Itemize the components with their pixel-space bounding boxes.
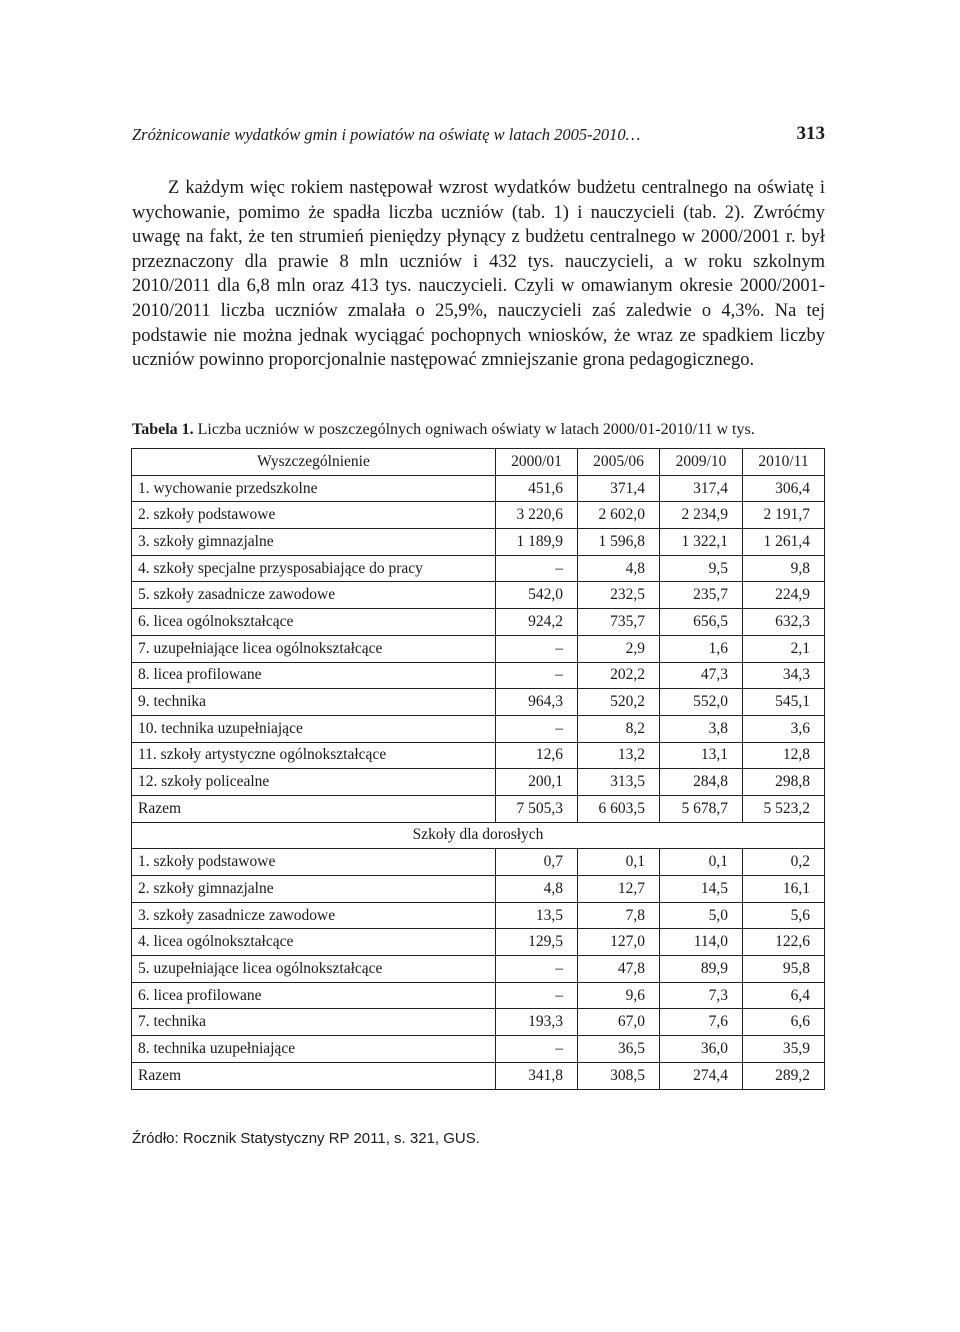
value-cell: 451,6 [496,475,578,502]
table-row [132,742,825,769]
value-cell: 3,6 [743,715,825,742]
value-cell: 5,6 [743,902,825,929]
running-head [132,125,825,151]
value-cell: 2010/11 [743,449,825,476]
table-label: Tabela 1. [132,421,194,438]
value-cell: 0,7 [496,849,578,876]
row-label-cell: 7. uzupełniające licea ogólnokształcące [132,635,496,662]
value-cell: 371,4 [578,475,660,502]
value-cell: 308,5 [578,1062,660,1089]
value-cell: 67,0 [578,1009,660,1036]
table-row [132,1009,825,1036]
value-cell: 35,9 [743,1036,825,1063]
value-cell: 1 189,9 [496,529,578,556]
row-label-cell: Razem [132,1062,496,1089]
value-cell: 306,4 [743,475,825,502]
table-row [132,555,825,582]
table-row [132,902,825,929]
value-cell: 13,2 [578,742,660,769]
table-row [132,769,825,796]
value-cell: 12,8 [743,742,825,769]
value-cell: 4,8 [496,876,578,903]
row-label-cell: 9. technika [132,689,496,716]
value-cell: 5 678,7 [660,795,743,822]
value-cell: 47,3 [660,662,743,689]
table-row [132,1036,825,1063]
value-cell: 542,0 [496,582,578,609]
row-label-cell: 11. szkoły artystyczne ogólnokształcące [132,742,496,769]
value-cell: 545,1 [743,689,825,716]
value-cell: 2,9 [578,635,660,662]
row-label-cell: 1. szkoły podstawowe [132,849,496,876]
table-row [132,849,825,876]
table-row [132,689,825,716]
value-cell: – [496,956,578,983]
value-cell: 12,6 [496,742,578,769]
value-cell: 1 261,4 [743,529,825,556]
table-caption-text: Liczba uczniów w poszczególnych ogniwach oświaty w latach 2000/01-2010/11 w tys. [197,421,755,438]
value-cell: 0,2 [743,849,825,876]
value-cell: 36,5 [578,1036,660,1063]
value-cell: 2 191,7 [743,502,825,529]
value-cell: 0,1 [578,849,660,876]
value-cell: 5,0 [660,902,743,929]
value-cell: 2009/10 [660,449,743,476]
row-label-cell: 12. szkoły policealne [132,769,496,796]
row-label-cell: Wyszczególnienie [132,449,496,476]
page-number: 313 [796,123,825,144]
value-cell: 924,2 [496,609,578,636]
table-row [132,1062,825,1089]
table-header-row [132,449,825,476]
value-cell: 3,8 [660,715,743,742]
table-row [132,609,825,636]
row-label-cell: 10. technika uzupełniające [132,715,496,742]
value-cell: 127,0 [578,929,660,956]
table-row [132,795,825,822]
value-cell: 274,4 [660,1062,743,1089]
value-cell: 1 596,8 [578,529,660,556]
table-row [132,502,825,529]
value-cell: 7,6 [660,1009,743,1036]
row-label-cell: 4. szkoły specjalne przysposabiające do pracy [132,555,496,582]
table-row [132,635,825,662]
value-cell: 2 234,9 [660,502,743,529]
value-cell: 5 523,2 [743,795,825,822]
value-cell: 36,0 [660,1036,743,1063]
value-cell: 114,0 [660,929,743,956]
value-cell: 9,5 [660,555,743,582]
value-cell: 964,3 [496,689,578,716]
value-cell: 193,3 [496,1009,578,1036]
value-cell: 298,8 [743,769,825,796]
value-cell: 1,6 [660,635,743,662]
value-cell: 552,0 [660,689,743,716]
table-row [132,715,825,742]
value-cell: 14,5 [660,876,743,903]
value-cell: 2005/06 [578,449,660,476]
value-cell: – [496,715,578,742]
table-row [132,929,825,956]
source-note: Źródło: Rocznik Statystyczny RP 2011, s. 321, GUS. [132,1130,480,1147]
table-row [132,582,825,609]
value-cell: – [496,982,578,1009]
row-label-cell: 3. szkoły zasadnicze zawodowe [132,902,496,929]
value-cell: 224,9 [743,582,825,609]
value-cell: – [496,555,578,582]
body-paragraph: Z każdym więc rokiem następował wzrost wydatków budżetu centralnego na oświatę i wychowanie, pomimo że spadła liczba uczniów (tab. 1) i nauczycieli (tab. 2). Zwróćmy uwagę na fakt, że ten strumień pieniędzy płynący z budżetu centralnego w 2000/2001 r. był przeznaczony dla prawie 8 mln uczniów i 432 tys. nauczycieli, a w roku szkolnym 2010/2011 dla 6,8 mln oraz 413 tys. nauczycieli. Czyli w omawianym okresie 2000/2001-2010/2011 liczba uczniów zmalała o 25,9%, nauczycieli zaś zaledwie o 4,3%. Na tej podstawie nie można jednak wyciągać pochopnych wniosków, że wraz ze spadkiem liczby uczniów powinno proporcjonalnie następować zmniejszanie grona pedagogicznego. [132,178,825,371]
value-cell: 122,6 [743,929,825,956]
value-cell: 3 220,6 [496,502,578,529]
value-cell: 656,5 [660,609,743,636]
running-title: Zróżnicowanie wydatków gmin i powiatów na oświatę w latach 2005-2010… [132,125,641,144]
value-cell: 95,8 [743,956,825,983]
value-cell: 735,7 [578,609,660,636]
value-cell: 202,2 [578,662,660,689]
row-label-cell: 5. szkoły zasadnicze zawodowe [132,582,496,609]
value-cell: 89,9 [660,956,743,983]
value-cell: 12,7 [578,876,660,903]
value-cell: 6,6 [743,1009,825,1036]
value-cell: 9,6 [578,982,660,1009]
row-label-cell: 2. szkoły gimnazjalne [132,876,496,903]
value-cell: 2 602,0 [578,502,660,529]
value-cell: 313,5 [578,769,660,796]
value-cell: 16,1 [743,876,825,903]
value-cell: – [496,662,578,689]
table-row [132,529,825,556]
value-cell: 7 505,3 [496,795,578,822]
value-cell: 6 603,5 [578,795,660,822]
table-row [132,956,825,983]
value-cell: 341,8 [496,1062,578,1089]
row-label-cell: Razem [132,795,496,822]
value-cell: 7,8 [578,902,660,929]
row-label-cell: 7. technika [132,1009,496,1036]
value-cell: 13,1 [660,742,743,769]
value-cell: 1 322,1 [660,529,743,556]
value-cell: 8,2 [578,715,660,742]
section-title: Szkoły dla dorosłych [132,822,825,849]
value-cell: 632,3 [743,609,825,636]
value-cell: 9,8 [743,555,825,582]
section-row [132,822,825,849]
row-label-cell: 3. szkoły gimnazjalne [132,529,496,556]
row-label-cell: 6. licea profilowane [132,982,496,1009]
value-cell: 0,1 [660,849,743,876]
table-row [132,662,825,689]
value-cell: 235,7 [660,582,743,609]
table-row [132,475,825,502]
table-row [132,876,825,903]
value-cell: 34,3 [743,662,825,689]
value-cell: 13,5 [496,902,578,929]
value-cell: 2000/01 [496,449,578,476]
table-row [132,982,825,1009]
row-label-cell: 4. licea ogólnokształcące [132,929,496,956]
value-cell: 284,8 [660,769,743,796]
value-cell: 2,1 [743,635,825,662]
row-label-cell: 6. licea ogólnokształcące [132,609,496,636]
value-cell: 47,8 [578,956,660,983]
row-label-cell: 8. licea profilowane [132,662,496,689]
students-table [131,448,825,1090]
value-cell: 520,2 [578,689,660,716]
value-cell: 289,2 [743,1062,825,1089]
value-cell: 7,3 [660,982,743,1009]
value-cell: – [496,635,578,662]
table-caption [132,421,825,439]
value-cell: – [496,1036,578,1063]
value-cell: 317,4 [660,475,743,502]
row-label-cell: 1. wychowanie przedszkolne [132,475,496,502]
value-cell: 200,1 [496,769,578,796]
row-label-cell: 8. technika uzupełniające [132,1036,496,1063]
value-cell: 129,5 [496,929,578,956]
value-cell: 6,4 [743,982,825,1009]
value-cell: 232,5 [578,582,660,609]
row-label-cell: 2. szkoły podstawowe [132,502,496,529]
value-cell: 4,8 [578,555,660,582]
row-label-cell: 5. uzupełniające licea ogólnokształcące [132,956,496,983]
